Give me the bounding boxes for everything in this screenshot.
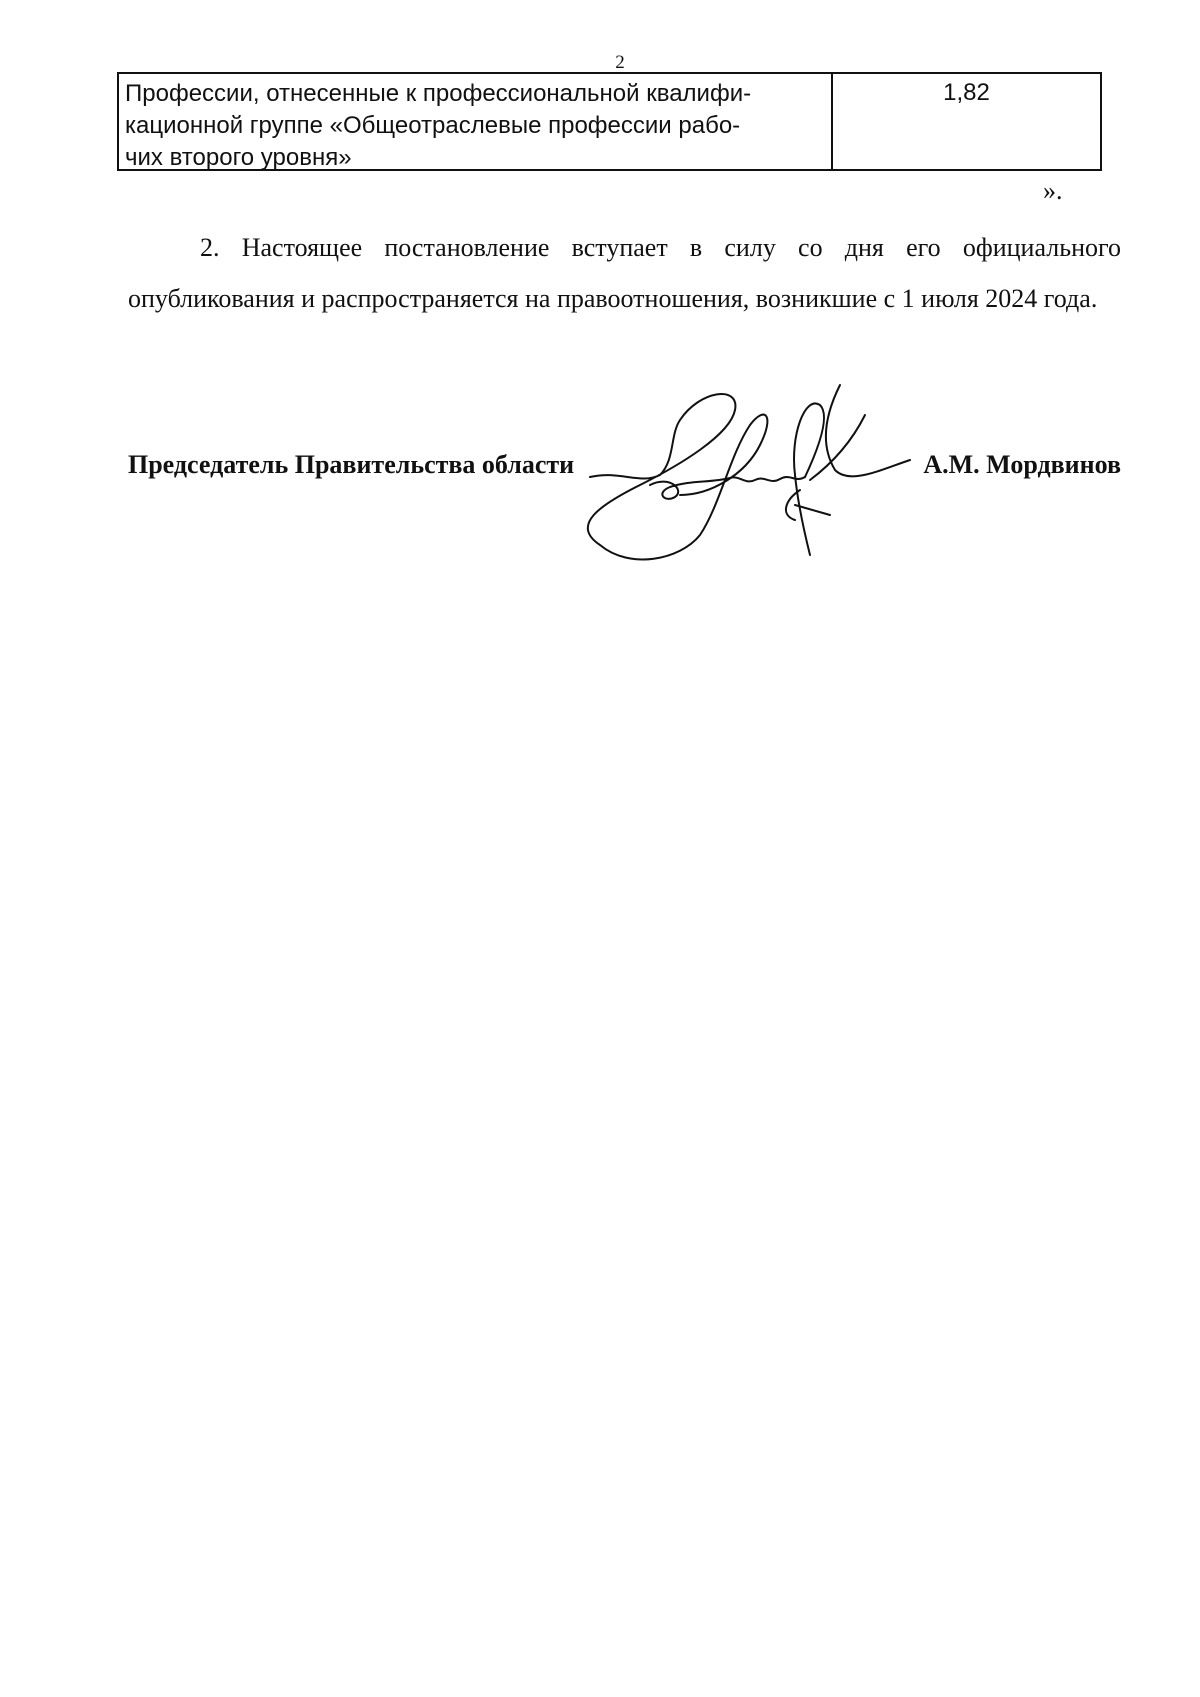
signatory-name: А.М. Мордвинов — [923, 450, 1121, 479]
table-cell-profession: Профессии, отнесенные к профессиональной квалифи- кационной группе «Общеотраслевые профессии рабо- чих второго уровня» — [119, 74, 833, 169]
page-number: 2 — [615, 52, 625, 73]
signatory-position: Председатель Правительства области — [128, 450, 575, 479]
handwritten-signature — [580, 375, 920, 580]
paragraph-effective-date: 2. Настоящее постановление вступает в силу со дня его официального опубликования и распространяется на правоотношения, возникшие с 1 июля 2024 года. — [128, 233, 1121, 313]
table-cell-coefficient: 1,82 — [943, 79, 990, 106]
coefficient-table — [117, 72, 1102, 171]
closing-quote: ». — [1043, 176, 1063, 205]
